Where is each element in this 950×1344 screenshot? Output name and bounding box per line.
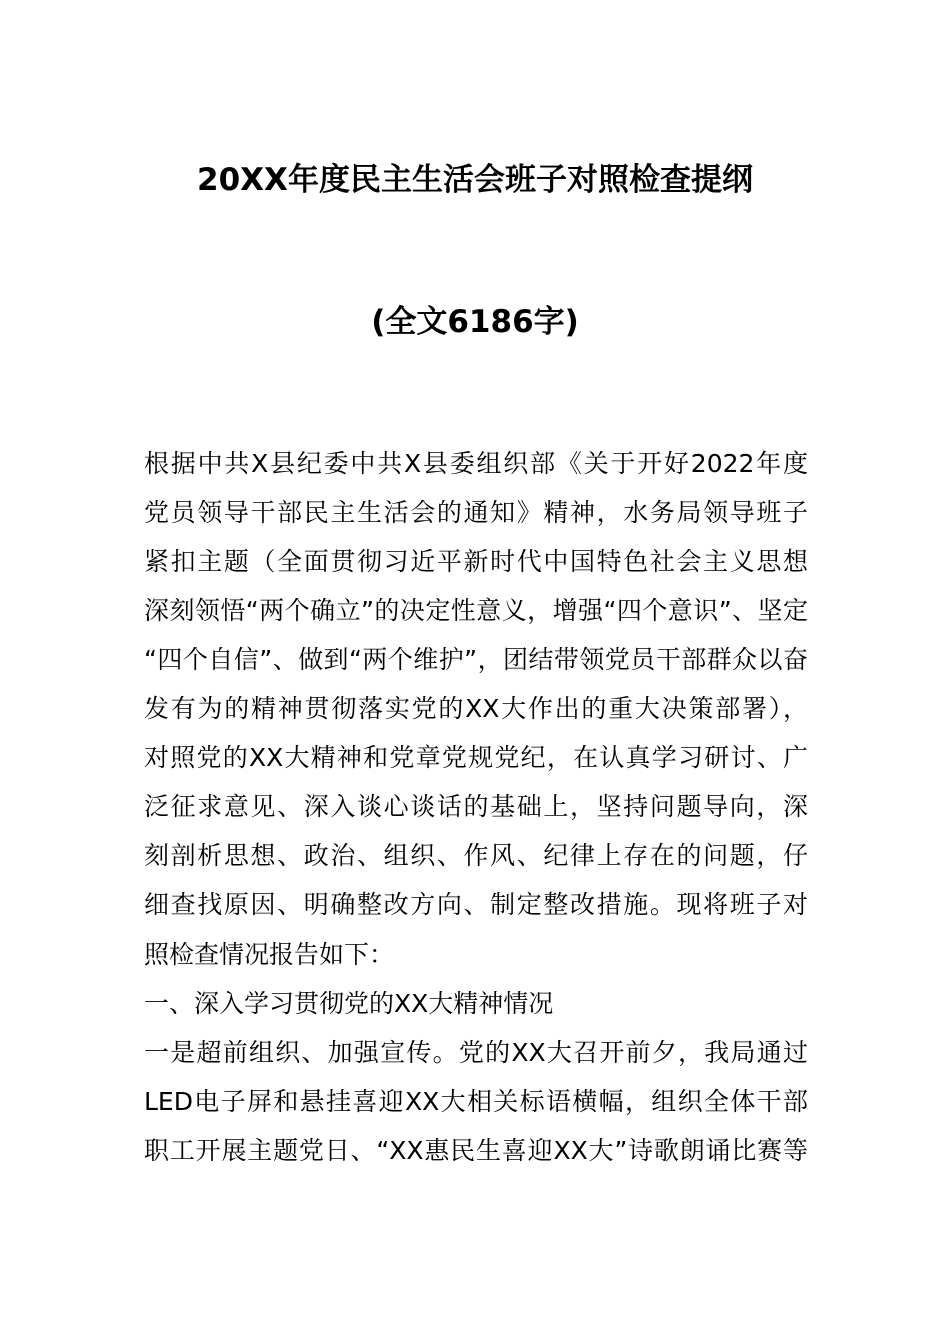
paragraph-line: 对照党的XX大精神和党章党规党纪，在认真学习研讨、广 — [144, 743, 808, 772]
paragraph-line: 泛征求意见、深入谈心谈话的基础上，坚持问题导向，深 — [144, 792, 808, 821]
paragraph-line: 细查找原因、明确整改方向、制定整改措施。现将班子对 — [144, 890, 808, 919]
section-heading: 一、深入学习贯彻党的XX大精神情况 — [144, 989, 554, 1018]
paragraph-line: “四个自信”、做到“两个维护”，团结带领党员干部群众以奋 — [144, 645, 808, 674]
document-title: 20XX年度民主生活会班子对照检查提纲 — [197, 162, 753, 198]
paragraph-line: 党员领导干部民主生活会的通知》精神，水务局领导班子 — [144, 498, 808, 527]
paragraph-line: 刻剖析思想、政治、组织、作风、纪律上存在的问题，仔 — [144, 841, 808, 870]
paragraph-line: 照检查情况报告如下： — [144, 940, 395, 969]
document-subtitle: (全文6186字) — [371, 304, 579, 340]
paragraph-line: 职工开展主题党日、“XX惠民生喜迎XX大”诗歌朗诵比赛等 — [144, 1136, 808, 1165]
paragraph-line: 深刻领悟“两个确立”的决定性意义，增强“四个意识”、坚定 — [144, 596, 808, 625]
paragraph-line: 一是超前组织、加强宣传。党的XX大召开前夕，我局通过 — [144, 1038, 808, 1067]
paragraph-line: 紧扣主题（全面贯彻习近平新时代中国特色社会主义思想 — [144, 547, 808, 576]
paragraph-line: 发有为的精神贯彻落实党的XX大作出的重大决策部署）， — [144, 694, 808, 723]
paragraph-line: 根据中共X县纪委中共X县委组织部《关于开好2022年度 — [144, 449, 808, 478]
paragraph-line: LED电子屏和悬挂喜迎XX大相关标语横幅，组织全体干部 — [144, 1087, 808, 1116]
